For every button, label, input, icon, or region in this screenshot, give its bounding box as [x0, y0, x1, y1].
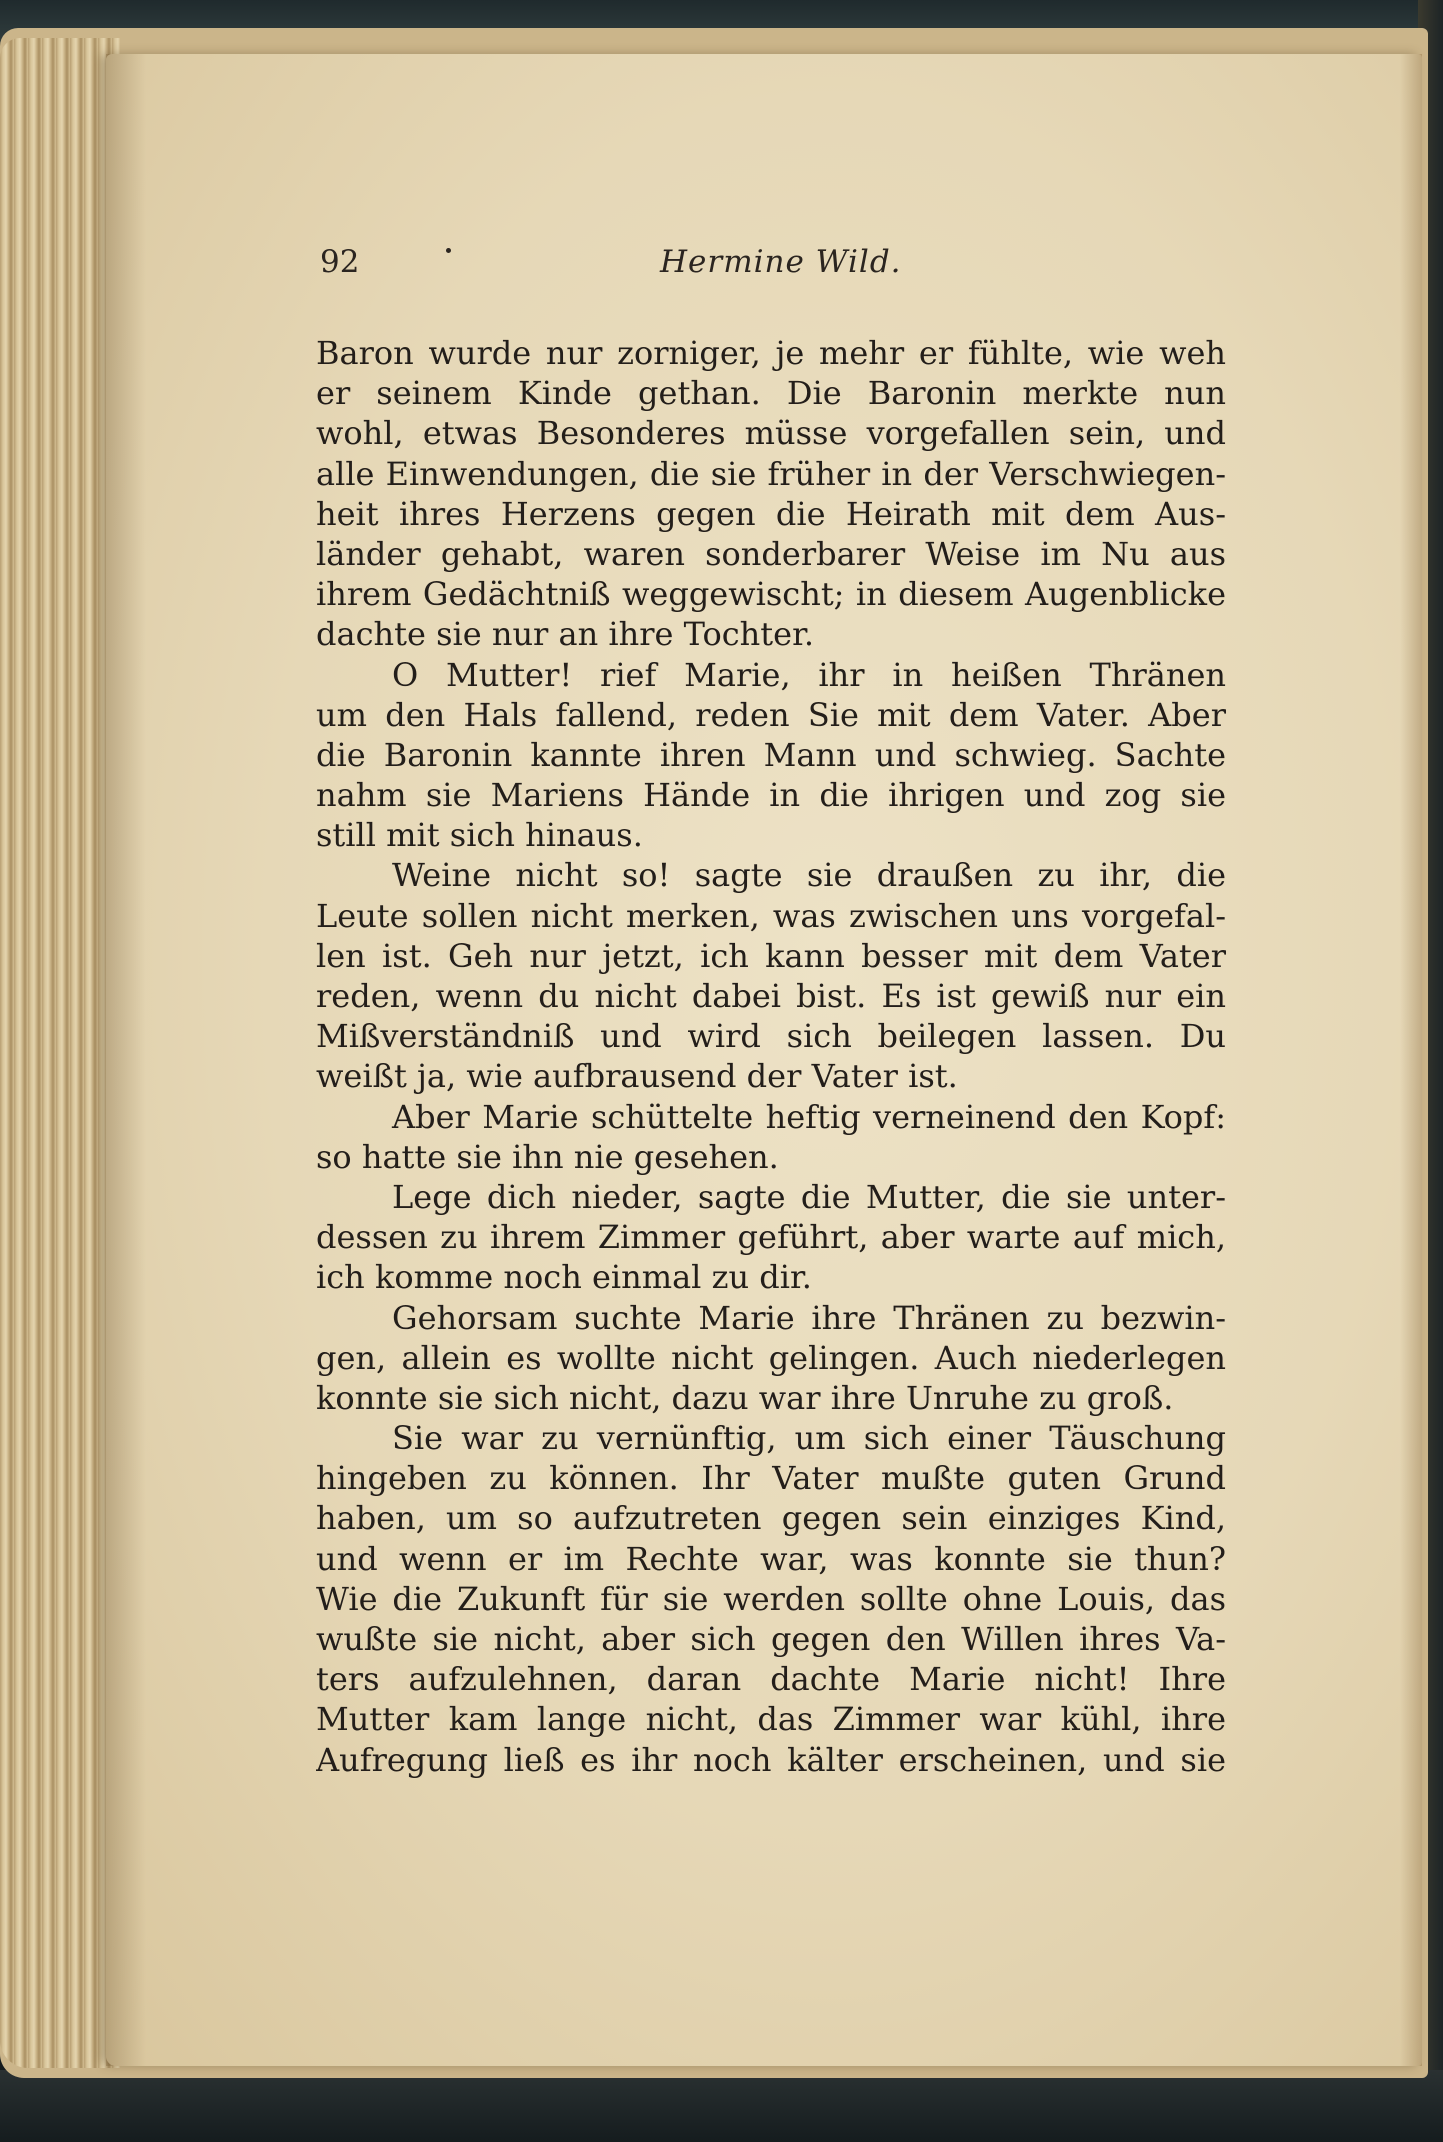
text-line: nahm sie Mariens Hände in die ihrigen und zog sie: [316, 776, 1226, 815]
text-line: reden, wenn du nicht dabei bist. Es ist gewiß nur ein: [316, 977, 1226, 1015]
text-line: wußte sie nicht, aber sich gegen den Willen ihres Va-: [316, 1620, 1226, 1658]
text-line: gen, allein es wollte nicht gelingen. Auch niederlegen: [316, 1338, 1226, 1377]
text-line: Aufregung ließ es ihr noch kälter erscheinen, und sie: [316, 1740, 1226, 1779]
text-line: Aber Marie schüttelte heftig verneinend den Kopf:: [392, 1097, 1226, 1136]
text-line: ihrem Gedächtniß weggewischt; in diesem Augenblicke: [316, 575, 1226, 614]
text-line: heit ihres Herzens gegen die Heirath mit dem Aus-: [316, 494, 1226, 533]
text-line: Lege dich nieder, sagte die Mutter, die sie unter-: [392, 1177, 1226, 1216]
page-right-edge: [1400, 54, 1422, 2066]
text-line: er seinem Kinde gethan. Die Baronin merkte nun: [316, 374, 1226, 413]
text-line: Mutter kam lange nicht, das Zimmer war kühl, ihre: [316, 1700, 1226, 1739]
text-line: dessen zu ihrem Zimmer geführt, aber warte auf mich,: [316, 1218, 1226, 1257]
text-line: Wie die Zukunft für sie werden sollte ohne Louis, das: [316, 1579, 1226, 1618]
running-header: [320, 244, 1240, 290]
text-line: die Baronin kannte ihren Mann und schwieg. Sachte: [316, 735, 1226, 774]
text-line: konnte sie sich nicht, dazu war ihre Unruhe zu groß.: [316, 1378, 1174, 1417]
text-line: weißt ja, wie aufbrausend der Vater ist.: [316, 1057, 958, 1096]
text-line: O Mutter! rief Marie, ihr in heißen Thränen: [392, 655, 1226, 694]
header-dot: [446, 248, 451, 253]
text-line: alle Einwendungen, die sie früher in der Verschwiegen-: [316, 454, 1226, 493]
text-line: und wenn er im Rechte war, was konnte sie thun?: [316, 1539, 1226, 1578]
text-line: len ist. Geh nur jetzt, ich kann besser mit dem Vater: [316, 936, 1226, 975]
book-cover-bottom: [0, 2070, 1443, 2142]
text-line: so hatte sie ihn nie gesehen.: [316, 1137, 779, 1176]
text-line: hingeben zu können. Ihr Vater mußte guten Grund: [316, 1459, 1226, 1498]
page-edges: [0, 38, 120, 2068]
running-title: Hermine Wild.: [660, 244, 902, 280]
text-line: Mißverständniß und wird sich beilegen lassen. Du: [316, 1017, 1226, 1056]
text-line: Weine nicht so! sagte sie draußen zu ihr, die: [392, 856, 1226, 895]
text-line: um den Hals fallend, reden Sie mit dem Vater. Aber: [316, 695, 1226, 734]
text-line: wohl, etwas Besonderes müsse vorgefallen sein, und: [316, 414, 1226, 453]
text-line: Leute sollen nicht merken, was zwischen uns vorgefal-: [316, 896, 1226, 935]
body-text: [316, 333, 1226, 1780]
page-number: 92: [320, 244, 360, 280]
text-line: Sie war zu vernünftig, um sich einer Täuschung: [392, 1419, 1226, 1458]
text-line: ters aufzulehnen, daran dachte Marie nicht! Ihre: [316, 1660, 1226, 1699]
text-line: Gehorsam suchte Marie ihre Thränen zu bezwin-: [392, 1298, 1226, 1337]
text-line: dachte sie nur an ihre Tochter.: [316, 615, 815, 654]
text-line: ich komme noch einmal zu dir.: [316, 1258, 812, 1297]
gutter-shadow: [106, 54, 146, 2066]
text-line: haben, um so aufzutreten gegen sein einziges Kind,: [316, 1499, 1226, 1538]
text-line: Baron wurde nur zorniger, je mehr er fühlte, wie weh: [316, 334, 1226, 372]
text-line: länder gehabt, waren sonderbarer Weise im Nu aus: [316, 534, 1226, 573]
text-line: still mit sich hinaus.: [316, 816, 643, 855]
